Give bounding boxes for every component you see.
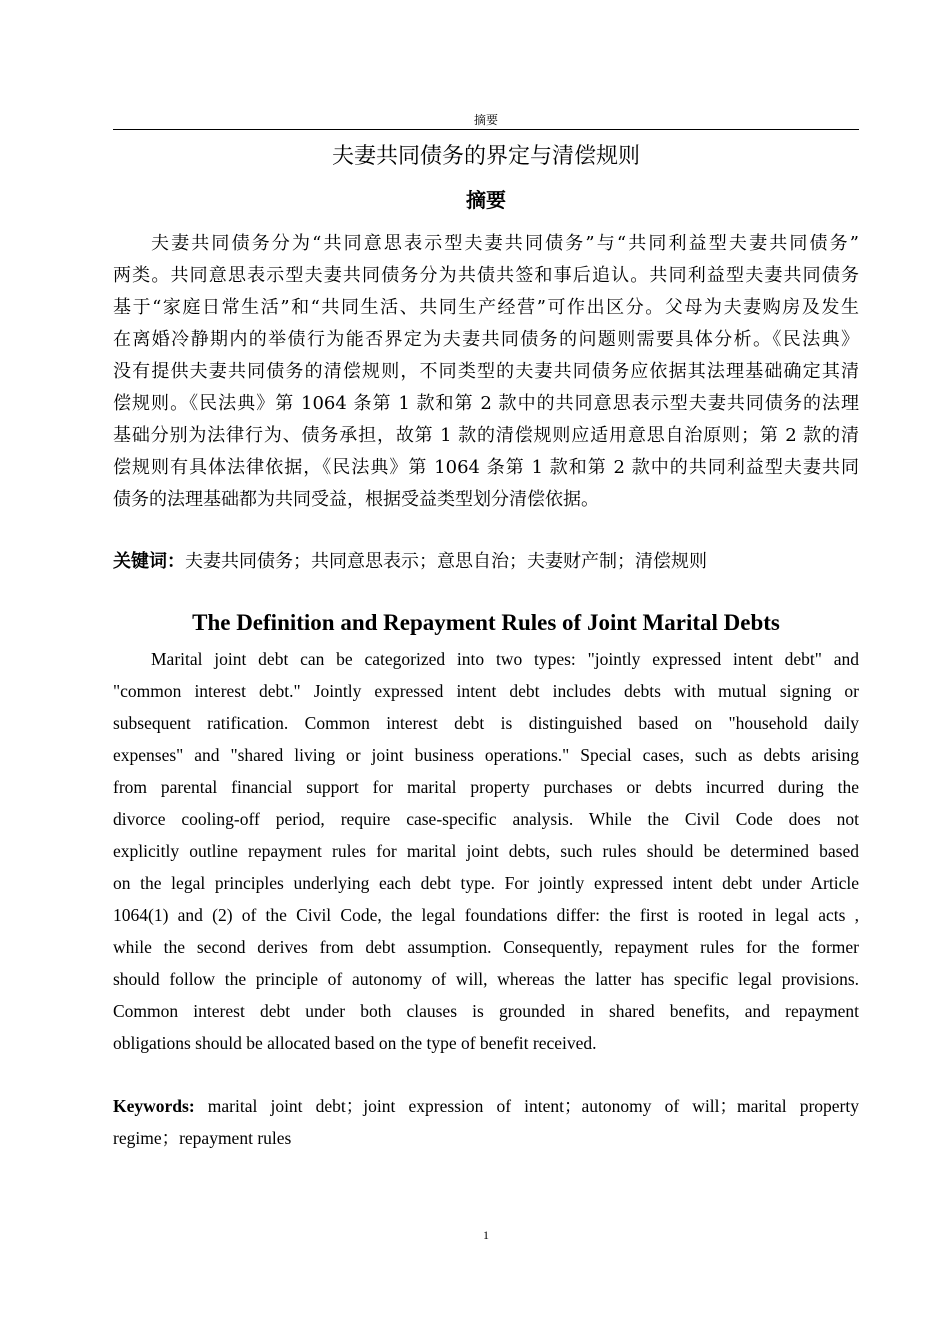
header-rule: [113, 129, 859, 130]
abstract-en-line: Marital joint debt can be categorized into two types: "jointly expressed intent debt" and: [151, 649, 859, 669]
abstract-zh-line: 偿规则有具体法律依据，《民法典》第 1064 条第 1 款和第 2 款中的共同利益型夫妻共同: [113, 457, 859, 478]
abstract-en-line: on the legal principles underlying each debt type. For jointly expressed intent debt under Article: [113, 873, 859, 893]
keywords-en: [113, 1090, 859, 1154]
title-en: The Definition and Repayment Rules of Joint Marital Debts: [192, 610, 780, 635]
abstract-en: [113, 643, 859, 1059]
abstract-en-line: 1064(1) and (2) of the Civil Code, the legal foundations differ: the first is rooted in legal acts ,: [113, 905, 859, 925]
abstract-heading-zh: 摘要: [466, 188, 506, 212]
abstract-en-line: while the second derives from debt assumption. Consequently, repayment rules for the former: [113, 937, 859, 957]
abstract-zh-line: 夫妻共同债务分为“共同意思表示型夫妻共同债务”与“共同利益型夫妻共同债务”: [151, 233, 859, 254]
abstract-zh-line: 偿规则。《民法典》第 1064 条第 1 款和第 2 款中的共同意思表示型夫妻共同债务的法理: [113, 393, 859, 414]
abstract-zh-line: 基于“家庭日常生活”和“共同生活、共同生产经营”可作出区分。父母为夫妻购房及发生: [113, 297, 859, 318]
abstract-en-line: subsequent ratification. Common interest debt is distinguished based on "household daily: [113, 713, 859, 733]
title-zh: 夫妻共同债务的界定与清偿规则: [331, 144, 640, 169]
abstract-zh-line: 在离婚冷静期内的举债行为能否界定为夫妻共同债务的问题则需要具体分析。《民法典》: [113, 329, 859, 350]
keywords-en-line: regime；repayment rules: [113, 1128, 292, 1148]
keywords-en-line: [113, 1090, 859, 1122]
abstract-en-line: "common interest debt." Jointly expressed intent debt includes debts with mutual signing or: [113, 681, 859, 701]
abstract-en-line: divorce cooling-off period, require case-specific analysis. While the Civil Code does not: [113, 809, 859, 829]
page-number: 1: [483, 1228, 489, 1242]
abstract-en-line: explicitly outline repayment rules for marital joint debts, such rules should be determined based: [113, 841, 859, 861]
keywords-en-value: marital joint debt；joint expression of intent；autonomy of will；marital property: [194, 1096, 859, 1116]
abstract-en-line: Common interest debt under both clauses is grounded in shared benefits, and repayment: [113, 1001, 859, 1021]
abstract-en-line: should follow the principle of autonomy of will, whereas the latter has specific legal provisions.: [113, 969, 859, 989]
running-header: 摘要: [473, 113, 498, 127]
abstract-en-line: obligations should be allocated based on the type of benefit received.: [113, 1033, 597, 1053]
keywords-zh-value: 夫妻共同债务；共同意思表示；意思自治；夫妻财产制；清偿规则: [185, 551, 707, 572]
abstract-en-line: from parental financial support for marital property purchases or debts incurred during the: [113, 777, 859, 797]
abstract-en-line: expenses" and "shared living or joint business operations." Special cases, such as debts arising: [113, 745, 859, 765]
keywords-zh: [113, 546, 707, 578]
abstract-zh-line: 没有提供夫妻共同债务的清偿规则，不同类型的夫妻共同债务应依据其法理基础确定其清: [113, 361, 859, 382]
abstract-zh-line: 债务的法理基础都为共同受益，根据受益类型划分清偿依据。: [113, 489, 599, 510]
abstract-zh: [113, 228, 859, 516]
keywords-zh-label: 关键词：: [113, 551, 185, 572]
keywords-en-label: Keywords:: [113, 1096, 195, 1116]
abstract-zh-line: 两类。共同意思表示型夫妻共同债务分为共债共签和事后追认。共同利益型夫妻共同债务: [113, 265, 859, 286]
abstract-zh-line: 基础分别为法律行为、债务承担，故第 1 款的清偿规则应适用意思自治原则；第 2 款的清: [113, 425, 859, 446]
